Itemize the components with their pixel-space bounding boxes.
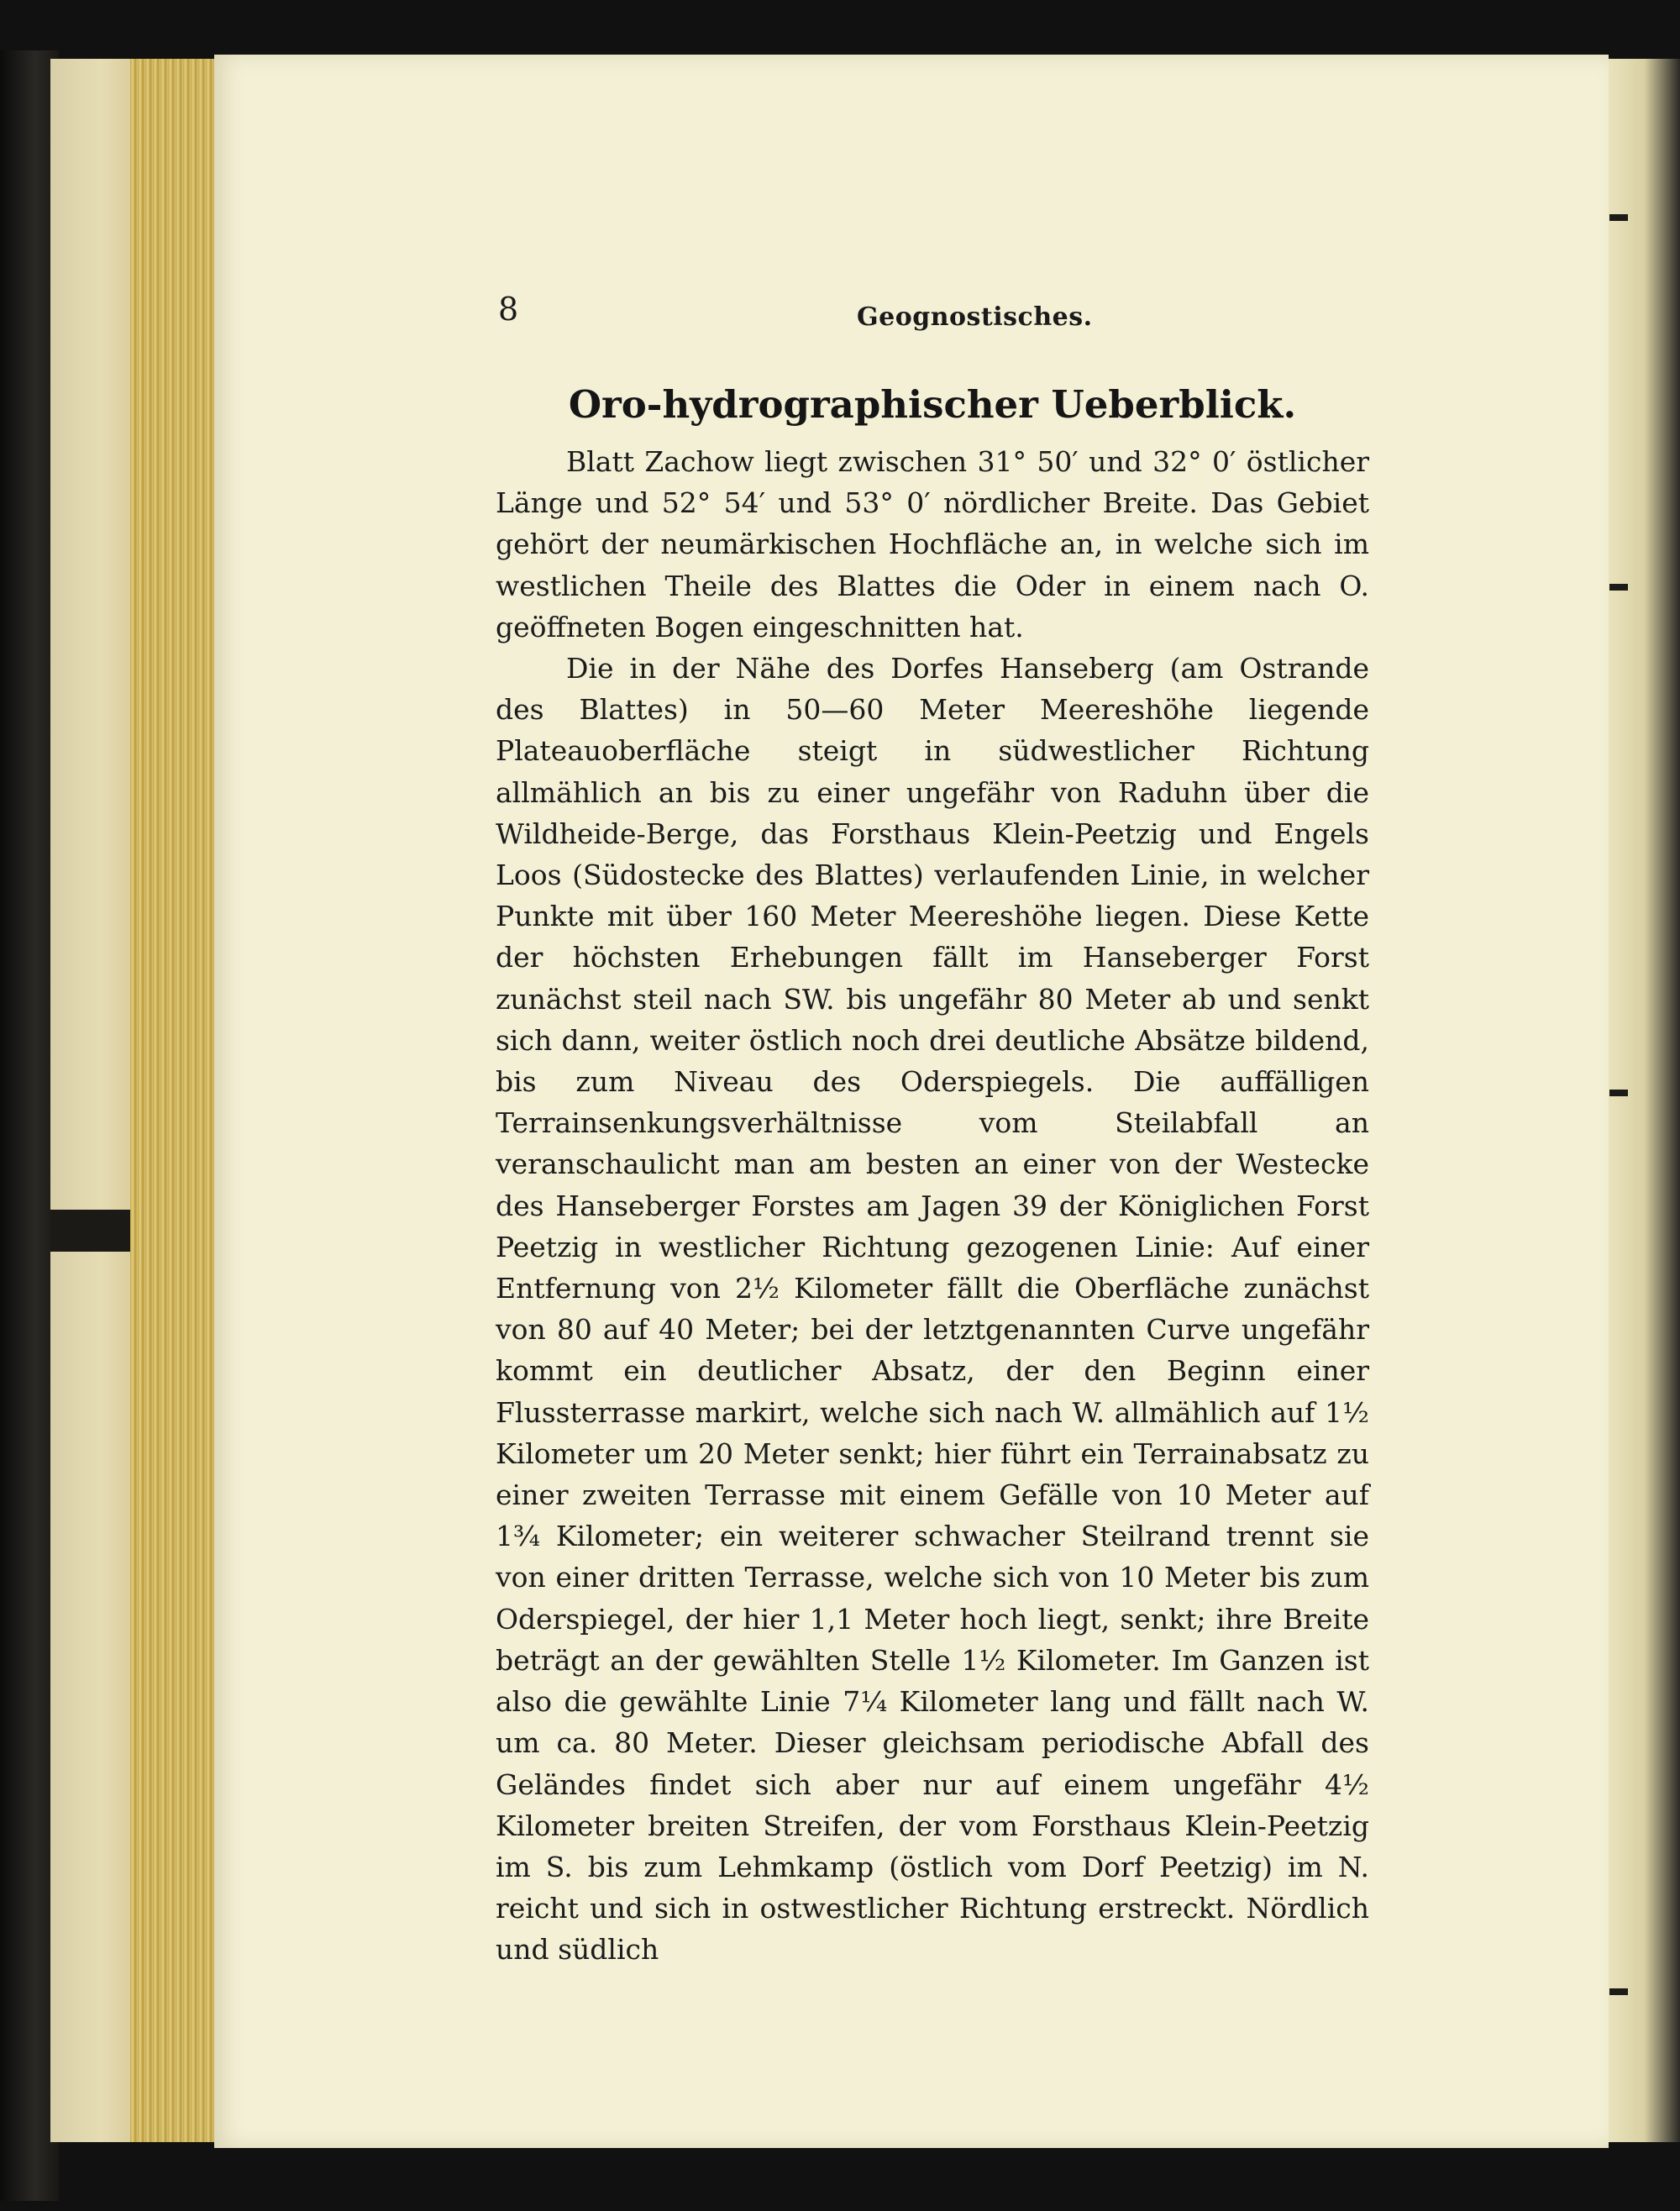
- next-page-edge: [1609, 59, 1680, 2142]
- gilt-page-edges: [130, 59, 214, 2142]
- edge-tab-mark: [1609, 1090, 1628, 1096]
- edge-tab-mark: [1609, 584, 1628, 591]
- page-number: 8: [498, 291, 519, 328]
- paragraph: Blatt Zachow liegt zwischen 31° 50′ und 32° 0′ östlicher Länge und 52° 54′ und 53° 0′ nördlicher Breite. Das Gebiet gehört der neumärkischen Hochfläche an, in welche sich im westlichen Theile des Blattes die Oder in einem nach O. geöffneten Bogen eingeschnitten hat.: [496, 445, 1369, 643]
- running-head: Geognostisches.: [857, 302, 1093, 332]
- paragraph: Die in der Nähe des Dorfes Hanseberg (am Ostrande des Blattes) in 50—60 Meter Meereshöhe liegende Plateauoberfläche steigt in südwestlicher Richtung allmählich an bis zu einer ungefähr von Raduhn über die Wildheide-Berge, das Forsthaus Klein-Peetzig und Engels Loos (Südostecke des Blattes) verlaufenden Linie, in welcher Punkte mit über 160 Meter Meereshöhe liegen. Diese Kette der höchsten Erhebungen fällt im Hanseberger Forst zunächst steil nach SW. bis ungefähr 80 Meter ab und senkt sich dann, weiter östlich noch drei deutliche Absätze bildend, bis zum Niveau des Oderspiegels. Die auffälligen Terrainsenkungsverhältnisse vom Steilabfall an veranschaulicht man am besten an einer von der Westecke des Hanseberger Forstes am Jagen 39 der Königlichen Forst Peetzig in westlicher Richtung gezogenen Linie: Auf einer Entfernung von 2½ Kilometer fällt die Oberfläche zunächst von 80 auf 40 Meter; bei der letztgenannten Curve ungefähr kommt ein deutlicher Absatz, der den Beginn einer Flussterrasse markirt, welche sich nach W. allmählich auf 1½ Kilometer um 20 Meter senkt; hier führt ein Terrainabsatz zu einer zweiten Terrasse mit einem Gefälle von 10 Meter auf 1¾ Kilometer; ein weiterer schwacher Steilrand trennt sie von einer dritten Terrasse, welche sich von 10 Meter bis zum Oderspiegel, der hier 1,1 Meter hoch liegt, senkt; ihre Breite beträgt an der gewählten Stelle 1½ Kilometer. Im Ganzen ist also die gewählte Linie 7¼ Kilometer lang und fällt nach W. um ca. 80 Meter. Dieser gleichsam periodische Abfall des Geländes findet sich aber nur auf einem ungefähr 4½ Kilometer breiten Streifen, der vom Forsthaus Klein-Peetzig im S. bis zum Lehmkamp (östlich vom Dorf Peetzig) im N. reicht und sich in ostwestlicher Richtung erstreckt. Nördlich und südlich: [496, 652, 1369, 1967]
- edge-tab-mark: [1609, 1988, 1628, 1995]
- body-text: [496, 441, 1369, 1971]
- edge-tab-mark: [1609, 214, 1628, 221]
- section-title: Oro-hydrographischer Ueberblick.: [568, 382, 1297, 427]
